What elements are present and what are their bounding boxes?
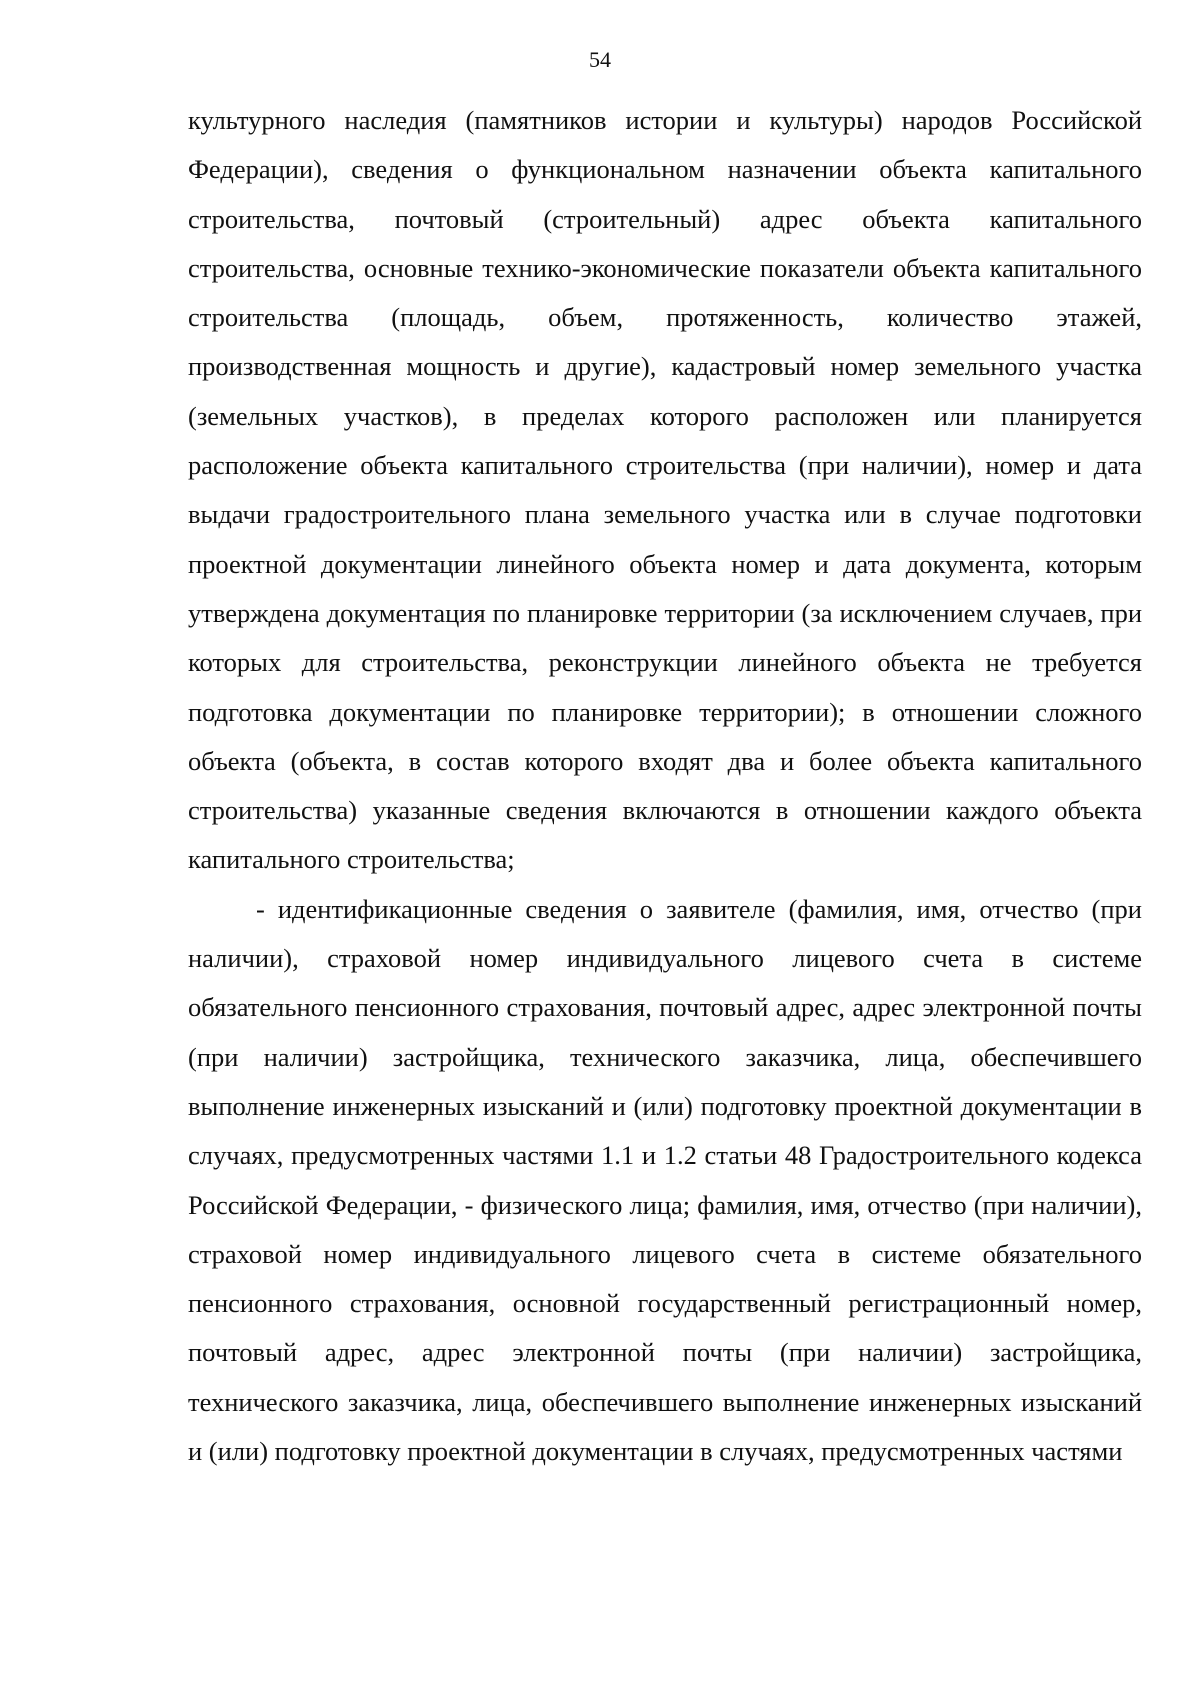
paragraph-continuation: культурного наследия (памятников истории и культуры) народов Российской Федерации), сведения о функциональном назначении объекта капитального строительства, почтовый (строительный) адрес объекта капитального строительства, основные технико-экономические показатели объекта капитального строительства (площадь, объем, протяженность, количество этажей, производственная мощность и другие), кадастровый номер земельного участка (земельных участков), в пределах которого расположен или планируется расположение объекта капитального строительства (при наличии), номер и дата выдачи градостроительного плана земельного участка или в случае подготовки проектной документации линейного объекта номер и дата документа, которым утверждена документация по планировке территории (за исключением случаев, при которых для строительства, реконструкции линейного объекта не требуется подготовка документации по планировке территории); в отношении сложного объекта (объекта, в состав которого входят два и более объекта капитального строительства) указанные сведения включаются в отношении каждого объекта капитального строительства; bbox=[188, 105, 1142, 875]
page-number: 54 bbox=[589, 47, 611, 72]
paragraph-applicant-details: - идентификационные сведения о заявителе (фамилия, имя, отчество (при наличии), страховой номер индивидуального лицевого счета в системе обязательного пенсионного страхования, почтовый адрес, адрес электронной почты (при наличии) застройщика, технического заказчика, лица, обеспечившего выполнение инженерных изысканий и (или) подготовку проектной документации в случаях, предусмотренных частями 1.1 и 1.2 статьи 48 Градостроительного кодекса Российской Федерации, - физического лица; фамилия, имя, отчество (при наличии), страховой номер индивидуального лицевого счета в системе обязательного пенсионного страхования, основной государственный регистрационный номер, почтовый адрес, адрес электронной почты (при наличии) застройщика, технического заказчика, лица, обеспечившего выполнение инженерных изысканий и (или) подготовку проектной документации в случаях, предусмотренных частями bbox=[188, 893, 1142, 1467]
document-body bbox=[188, 96, 1142, 1476]
